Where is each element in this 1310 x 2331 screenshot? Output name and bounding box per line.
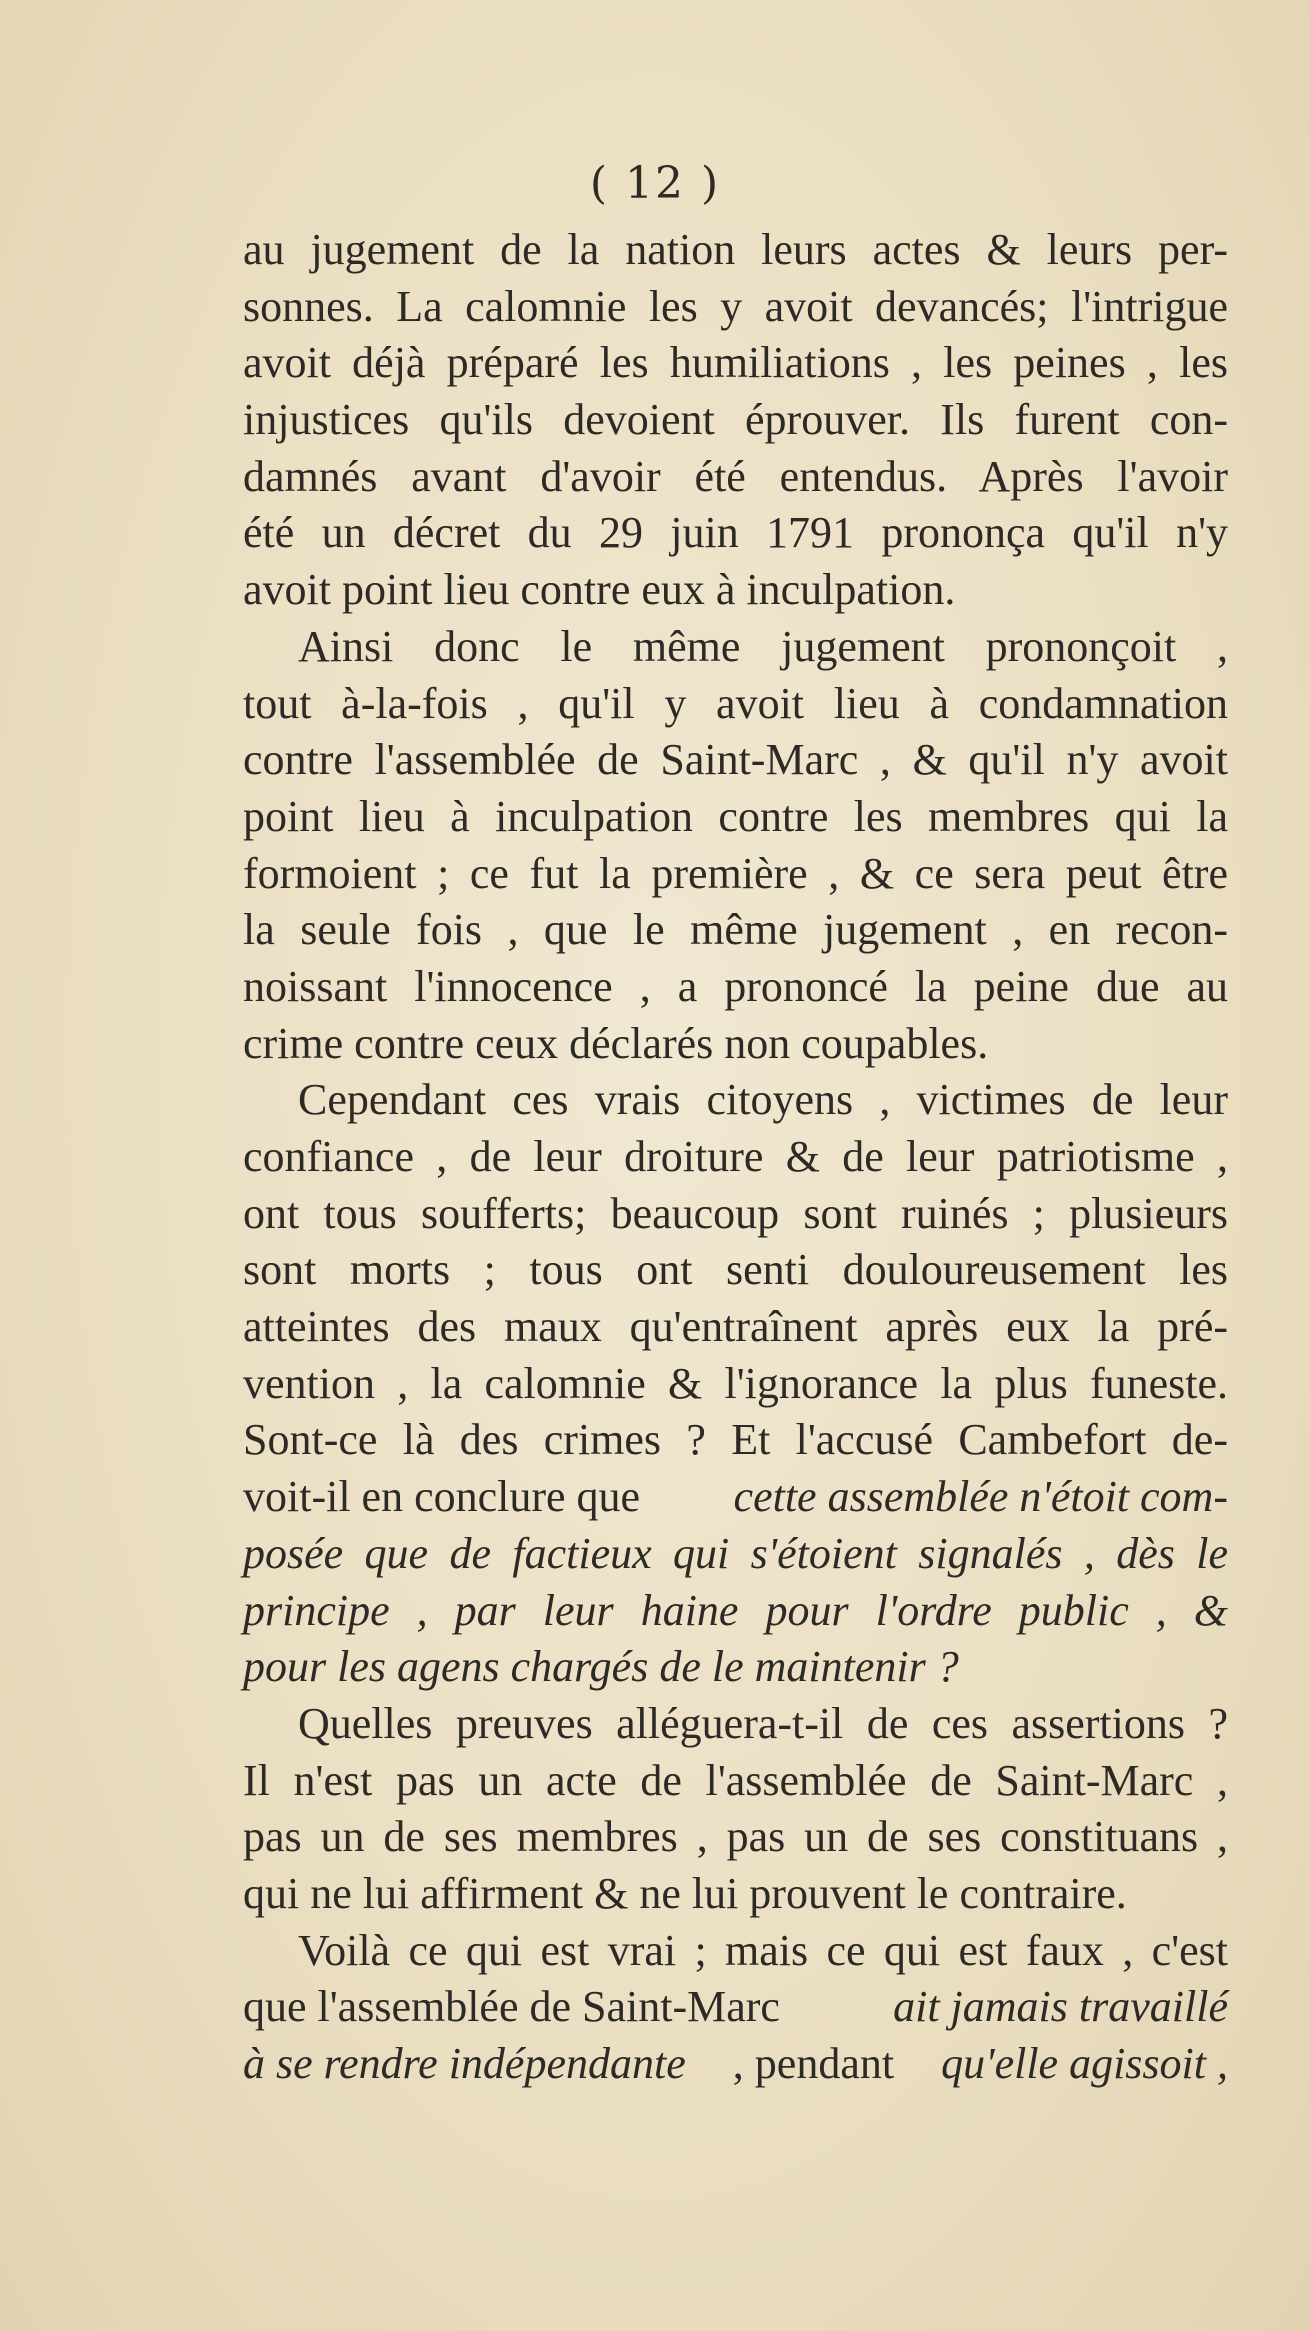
text-line: sont morts ; tous ont senti douloureusement les (243, 1245, 1228, 1295)
text-line: injustices qu'ils devoient éprouver. Ils furent con- (243, 395, 1228, 445)
text-line: tout à-la-fois , qu'il y avoit lieu à condamnation (243, 678, 1228, 728)
text-line: point lieu à inculpation contre les membres qui la (243, 791, 1228, 841)
text-line: confiance , de leur droiture & de leur patriotisme , (243, 1132, 1228, 1181)
text-line: qui ne lui affirment & ne lui prouvent le contraire. (243, 1868, 1127, 1918)
text-line: avoit déjà préparé les humiliations , les peines , les (243, 338, 1228, 388)
text-line: atteintes des maux qu'entraînent après eux la pré- (243, 1302, 1228, 1352)
text-line: Cependant ces vrais citoyens , victimes de leur (298, 1075, 1228, 1125)
text-line: damnés avant d'avoir été entendus. Après l'avoir (243, 451, 1228, 501)
text-line: avoit point lieu contre eux à inculpation. (243, 565, 956, 615)
body-text (243, 222, 1228, 2093)
page-number: ( 12 ) (589, 158, 721, 209)
text-line: Il n'est pas un acte de l'assemblée de Saint-Marc , (243, 1755, 1228, 1805)
text-line: sonnes. La calomnie les y avoit devancés; l'intrigue (243, 281, 1228, 331)
text-line: à se rendre indépendante , pendant qu'elle agissoit , (243, 2039, 1228, 2088)
text-line: posée que de factieux qui s'étoient signalés , dès le (243, 1528, 1228, 1578)
text-line: ont tous soufferts; beaucoup sont ruinés ; plusieurs (243, 1188, 1228, 1238)
text-line: principe , par leur haine pour l'ordre public , & (243, 1585, 1228, 1635)
text-line: que l'assemblée de Saint-Marc ait jamais travaillé (243, 1982, 1228, 2032)
text-line: Quelles preuves alléguera-t-il de ces assertions ? (298, 1698, 1228, 1748)
text-line: la seule fois , que le même jugement , en recon- (243, 905, 1228, 955)
text-line: pas un de ses membres , pas un de ses constituans , (243, 1812, 1228, 1862)
text-line: Sont-ce là des crimes ? Et l'accusé Cambefort de- (243, 1415, 1228, 1465)
text-line: voit-il en conclure que cette assemblée n'étoit com- (243, 1472, 1228, 1522)
text-line: été un décret du 29 juin 1791 prononça qu'il n'y (243, 508, 1228, 558)
text-line: contre l'assemblée de Saint-Marc , & qu'il n'y avoit (243, 735, 1228, 785)
text-line: Ainsi donc le même jugement prononçoit , (298, 621, 1228, 671)
text-line: formoient ; ce fut la première , & ce sera peut être (243, 848, 1228, 898)
text-line: au jugement de la nation leurs actes & leurs per- (243, 225, 1228, 274)
text-line: pour les agens chargés de le maintenir ? (243, 1642, 959, 1692)
text-line: vention , la calomnie & l'ignorance la plus funeste. (243, 1358, 1228, 1408)
text-line: crime contre ceux déclarés non coupables. (243, 1018, 989, 1068)
text-line: noissant l'innocence , a prononcé la peine due au (243, 961, 1228, 1011)
text-line: Voilà ce qui est vrai ; mais ce qui est faux , c'est (298, 1925, 1228, 1975)
